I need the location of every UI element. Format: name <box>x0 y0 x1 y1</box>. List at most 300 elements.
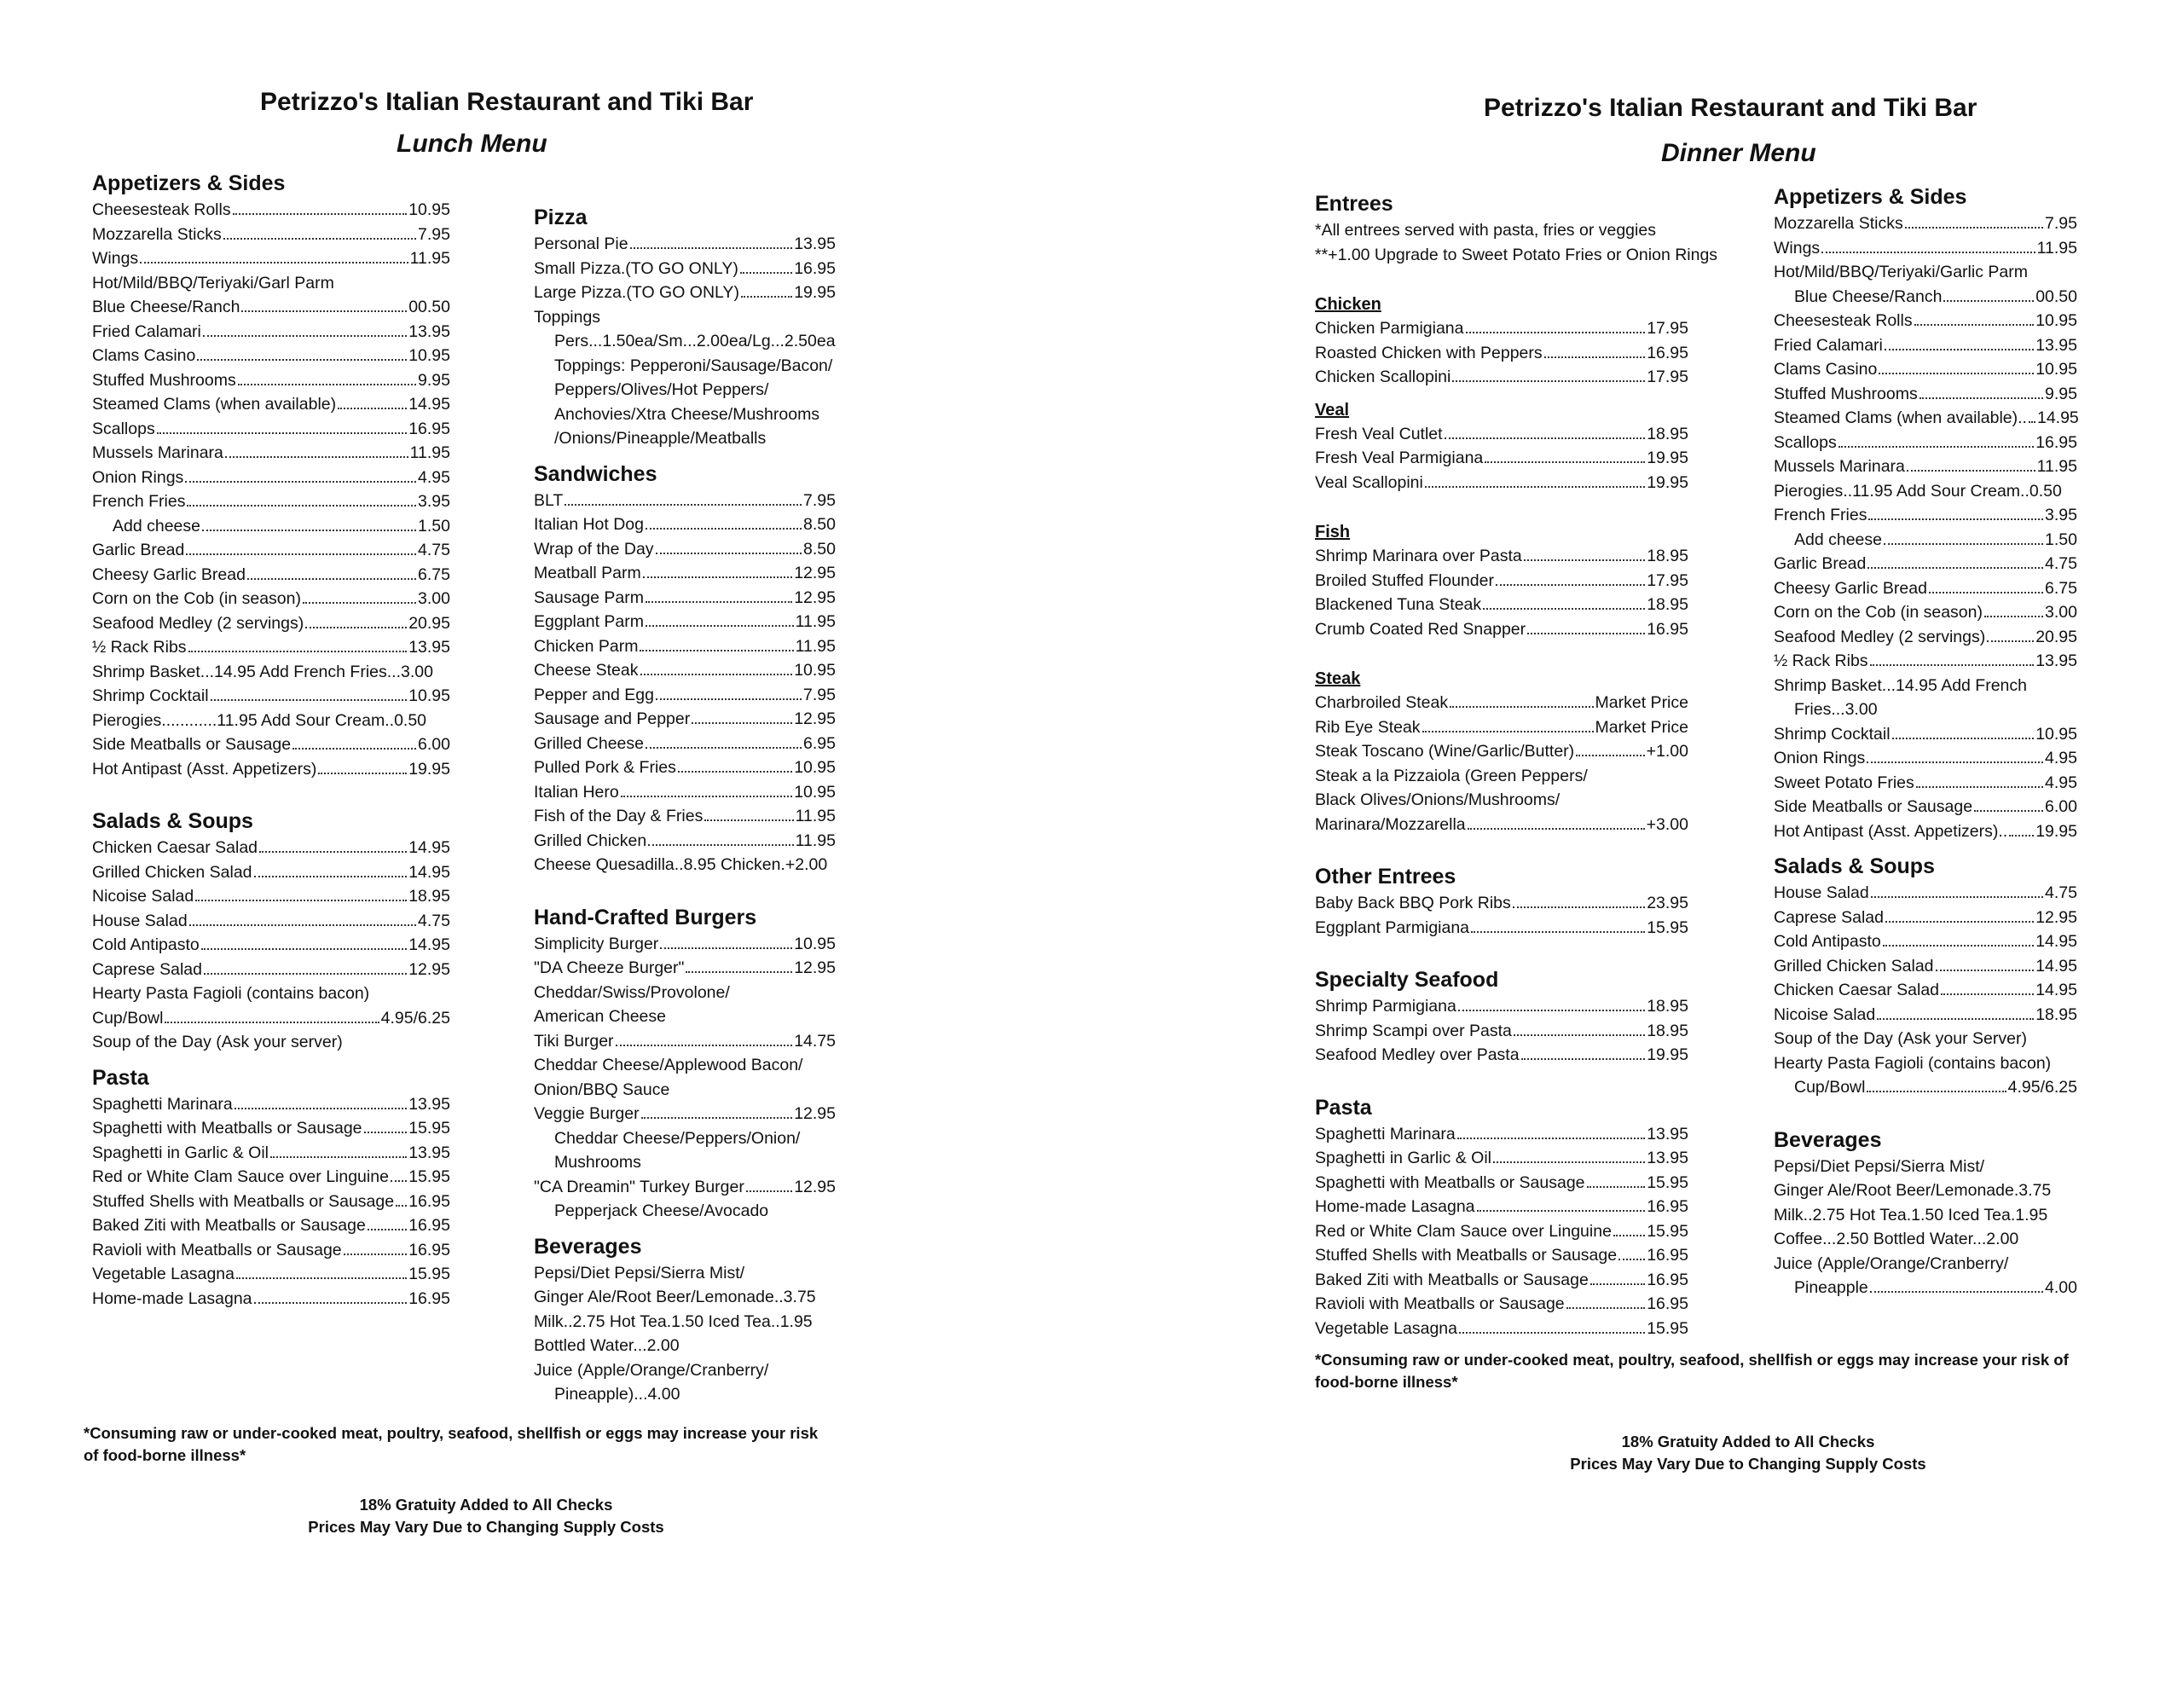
dot-leader <box>1892 738 2035 739</box>
dot-leader <box>1920 397 2043 399</box>
item-price: 10.95 <box>794 782 836 802</box>
item-name: Blue Cheese/Ranch <box>1794 287 1943 306</box>
item-price: 6.75 <box>2045 578 2077 598</box>
menu-item <box>1315 1122 1688 1147</box>
menu-item <box>534 756 836 780</box>
menu-item <box>1315 544 1688 569</box>
dot-leader <box>203 335 407 337</box>
dot-leader <box>643 576 792 578</box>
menu-item <box>92 320 450 344</box>
menu-item <box>534 1029 836 1054</box>
dot-leader <box>1459 1332 1645 1334</box>
item-price: 11.95 <box>2036 457 2077 476</box>
dot-leader <box>646 528 802 530</box>
menu-item <box>92 1238 450 1263</box>
dot-leader <box>204 973 407 975</box>
gratuity-note: 18% Gratuity Added to All Checks <box>359 1496 613 1514</box>
section-heading: Salads & Soups <box>1774 854 1935 878</box>
item-name: Seafood Medley over Pasta <box>1315 1045 1520 1064</box>
item-price: 18.95 <box>408 887 450 906</box>
item-price: 13.95 <box>2035 651 2077 670</box>
dot-leader <box>740 272 792 274</box>
menu-note: /Onions/Pineapple/Meatballs <box>554 429 767 448</box>
menu-item <box>1315 1243 1688 1268</box>
item-name: Wrap of the Day <box>534 539 654 559</box>
menu-item <box>534 232 836 257</box>
item-price: 14.95 <box>2035 932 2077 951</box>
item-price: 19.95 <box>1647 1045 1688 1064</box>
item-name: Stuffed Shells with Meatballs or Sausage <box>1315 1246 1618 1265</box>
item-price: 7.95 <box>803 685 836 704</box>
menu-note: Pierogies..11.95 Add Sour Cream..0.50 <box>1774 481 2062 501</box>
menu-note: Onion/BBQ Sauce <box>534 1080 670 1099</box>
item-name: Steak Toscano (Wine/Garlic/Butter) <box>1315 742 1575 761</box>
item-name: Stuffed Mushrooms <box>1774 384 1918 403</box>
item-price: 11.95 <box>795 612 836 631</box>
item-name: Baby Back BBQ Pork Ribs <box>1315 894 1511 912</box>
menu-item <box>92 417 450 442</box>
item-name: Cold Antipasto <box>1774 932 1881 951</box>
item-name: Rib Eye Steak <box>1315 717 1421 737</box>
item-price: 14.95 <box>2036 408 2079 427</box>
menu-note: Milk..2.75 Hot Tea.1.50 Iced Tea.1.95 <box>1774 1205 2048 1225</box>
item-price: 11.95 <box>795 636 836 656</box>
item-price: 17.95 <box>1647 570 1688 590</box>
item-price: 17.95 <box>1647 368 1688 386</box>
prices-note: Prices May Vary Due to Changing Supply Costs <box>1570 1455 1926 1473</box>
item-name: ½ Rack Ribs <box>1774 651 1868 670</box>
item-price: 8.50 <box>803 539 836 559</box>
dot-leader <box>1590 1283 1645 1285</box>
menu-item <box>534 658 836 683</box>
dot-leader <box>1513 906 1645 908</box>
item-price: 1.50 <box>418 516 450 536</box>
menu-item <box>1774 309 2077 333</box>
item-name: Seafood Medley (2 servings) <box>92 613 304 633</box>
dot-leader <box>254 1302 408 1304</box>
item-name: Hot Antipast (Asst. Appetizers).. <box>1774 821 2008 841</box>
menu-item <box>534 829 836 854</box>
menu-item <box>92 466 450 490</box>
item-price: 19.95 <box>794 283 836 302</box>
menu-item <box>1774 722 2077 747</box>
spacer <box>1315 267 1688 284</box>
dot-leader <box>259 851 407 853</box>
item-price: 10.95 <box>794 661 836 680</box>
dot-leader <box>1929 592 2043 593</box>
item-price: 10.95 <box>2035 360 2077 379</box>
item-name: House Salad <box>1774 883 1869 902</box>
item-price: Market Price <box>1595 693 1688 712</box>
dot-leader <box>741 296 792 298</box>
item-price: 18.95 <box>1647 547 1688 565</box>
menu-item <box>1774 795 2077 819</box>
dot-leader <box>157 432 407 434</box>
dot-leader <box>303 602 416 604</box>
dot-leader <box>1884 543 2043 545</box>
item-name: Simplicity Burger <box>534 934 659 953</box>
item-name: Fresh Veal Cutlet <box>1315 424 1443 443</box>
item-name: Baked Ziti with Meatballs or Sausage <box>1315 1270 1589 1289</box>
dot-leader <box>660 947 792 949</box>
menu-item <box>534 780 836 805</box>
menu-note: Bottled Water...2.00 <box>534 1336 680 1355</box>
item-name: Stuffed Shells with Meatballs or Sausage <box>92 1191 395 1211</box>
dot-leader <box>1485 461 1645 463</box>
item-name: Scallops <box>1774 432 1837 452</box>
section-heading: Salads & Soups <box>92 809 253 833</box>
item-name: Grilled Chicken <box>534 831 647 850</box>
menu-item <box>1315 446 1688 471</box>
menu-item <box>1774 1075 2077 1100</box>
menu-item <box>1774 600 2077 625</box>
dot-leader <box>1450 706 1593 708</box>
dot-leader <box>656 698 802 700</box>
gratuity-note: 18% Gratuity Added to All Checks <box>1621 1433 1875 1450</box>
dot-leader <box>238 384 416 385</box>
menu-note: Steak a la Pizzaiola (Green Peppers/ <box>1315 766 1588 785</box>
item-price: 3.00 <box>2045 603 2077 622</box>
section-heading: Hand-Crafted Burgers <box>534 905 757 929</box>
item-price: 10.95 <box>2035 724 2077 744</box>
menu-item <box>92 635 450 660</box>
menu-item <box>534 489 836 513</box>
item-price: 16.95 <box>1647 619 1688 639</box>
item-name: Add cheese <box>1794 530 1882 549</box>
item-name: Wings <box>1774 238 1821 258</box>
item-price: Market Price <box>1595 717 1688 737</box>
menu-item <box>92 563 450 588</box>
item-price: 16.95 <box>408 1240 450 1259</box>
spacer <box>92 781 450 798</box>
item-price: 19.95 <box>1647 472 1688 492</box>
item-price: 16.95 <box>408 419 450 438</box>
dot-leader <box>1905 227 2043 229</box>
item-price: 4.00 <box>2045 1278 2077 1297</box>
menu-note: Pepsi/Diet Pepsi/Sierra Mist/ <box>534 1263 745 1282</box>
item-name: Tiki Burger <box>534 1031 614 1051</box>
menu-item <box>1774 906 2077 930</box>
menu-note: Pepperjack Cheese/Avocado <box>554 1201 769 1220</box>
item-price: 16.95 <box>1647 1294 1688 1313</box>
lunch-column-2 <box>534 203 836 1407</box>
item-name: Red or White Clam Sauce over Linguine <box>1315 1221 1612 1241</box>
menu-item <box>1315 1195 1688 1219</box>
menu-item <box>1315 617 1688 642</box>
menu-item <box>534 281 836 305</box>
item-name: Steamed Clams (when available).. <box>1774 408 2027 427</box>
item-price: 13.95 <box>408 321 450 341</box>
item-price: 20.95 <box>2035 627 2077 646</box>
item-name: Clams Casino <box>92 346 196 365</box>
item-name: Baked Ziti with Meatballs or Sausage <box>92 1216 366 1235</box>
menu-item <box>92 514 450 539</box>
menu-item <box>92 909 450 934</box>
item-name: Cheesesteak Rolls <box>1774 311 1913 330</box>
item-name: Home-made Lasagna <box>92 1288 252 1308</box>
dot-leader <box>1544 356 1646 358</box>
item-name: Sausage and Pepper <box>534 709 691 728</box>
item-price: 14.95 <box>2035 981 2077 999</box>
menu-note: Juice (Apple/Orange/Cranberry/ <box>1774 1253 2009 1273</box>
menu-subtitle: Dinner Menu <box>1661 139 1816 167</box>
section-heading: Pizza <box>534 206 588 229</box>
menu-item <box>92 684 450 709</box>
dot-leader <box>1452 380 1645 382</box>
menu-note: Hearty Pasta Fagioli (contains bacon) <box>1774 1053 2052 1073</box>
dot-leader <box>1613 1235 1645 1236</box>
dot-leader <box>1527 633 1645 634</box>
item-price: 16.95 <box>1647 1270 1688 1289</box>
menu-item <box>1315 1171 1688 1196</box>
item-name: Cheesy Garlic Bread <box>1774 578 1927 598</box>
menu-item <box>92 860 450 885</box>
item-price: 18.95 <box>1647 1021 1688 1040</box>
menu-item <box>1315 1292 1688 1317</box>
item-name: Cup/Bowl <box>92 1008 164 1028</box>
menu-item <box>1315 891 1688 916</box>
dot-leader <box>1514 1034 1645 1036</box>
item-name: Personal Pie <box>534 234 628 253</box>
section-heading: Beverages <box>534 1234 642 1259</box>
dot-leader <box>344 1253 408 1255</box>
dot-leader <box>187 505 416 507</box>
item-name: Fried Calamari <box>1774 335 1883 355</box>
dinner-column-2 <box>1774 182 2077 1300</box>
item-name: Onion Rings <box>1774 749 1866 767</box>
section-heading: Appetizers & Sides <box>1774 185 1967 209</box>
menu-item <box>1315 1043 1688 1068</box>
item-name: Stuffed Mushrooms <box>92 370 236 390</box>
item-name: Grilled Chicken Salad <box>92 862 252 882</box>
menu-item <box>92 836 450 860</box>
menu-note: Shrimp Basket...14.95 Add French Fries...3.00 <box>92 662 433 681</box>
dot-leader <box>1974 810 2043 812</box>
menu-item <box>534 257 836 281</box>
menu-note: Toppings <box>534 307 601 327</box>
item-name: Charbroiled Steak <box>1315 693 1449 712</box>
item-name: Spaghetti with Meatballs or Sausage <box>92 1119 362 1138</box>
dot-leader <box>1483 608 1645 610</box>
dot-leader <box>2029 421 2035 423</box>
dot-leader <box>1916 786 2043 788</box>
item-name: Chicken Caesar Salad <box>92 838 258 857</box>
dot-leader <box>646 625 794 627</box>
menu-item <box>1315 569 1688 593</box>
dot-leader <box>1936 970 2035 971</box>
item-price: 10.95 <box>408 200 450 219</box>
item-name: Spaghetti Marinara <box>1315 1124 1456 1143</box>
menu-item <box>92 538 450 563</box>
dot-leader <box>1879 373 2034 374</box>
dot-leader <box>1870 1291 2043 1293</box>
item-name: Garlic Bread <box>1774 554 1867 573</box>
item-name: Scallops <box>92 419 155 438</box>
item-name: Mozzarella Sticks <box>1774 214 1903 233</box>
item-price: 14.95 <box>2035 956 2077 976</box>
item-name: Blackened Tuna Steak <box>1315 595 1482 614</box>
menu-item <box>1774 382 2077 407</box>
menu-item <box>1774 503 2077 528</box>
item-price: 10.95 <box>794 934 836 953</box>
menu-item <box>534 707 836 732</box>
menu-note: Toppings: Pepperoni/Sausage/Bacon/ <box>554 356 833 375</box>
item-price: 4.75 <box>418 911 450 930</box>
item-price: 15.95 <box>408 1167 450 1186</box>
menu-note: Shrimp Basket...14.95 Add French <box>1774 675 2027 695</box>
item-price: 19.95 <box>2035 821 2077 841</box>
menu-item <box>1315 691 1688 715</box>
dot-leader <box>211 699 408 701</box>
item-price: +1.00 <box>1646 742 1688 761</box>
menu-note: Black Olives/Onions/Mushrooms/ <box>1315 790 1561 809</box>
menu-item <box>92 1287 450 1311</box>
menu-note: Milk..2.75 Hot Tea.1.50 Iced Tea..1.95 <box>534 1311 813 1331</box>
item-price: 00.50 <box>408 298 450 316</box>
menu-note: Pers...1.50ea/Sm...2.00ea/Lg...2.50ea <box>554 332 836 350</box>
item-name: Garlic Bread <box>92 541 185 559</box>
item-price: 18.95 <box>1647 997 1688 1016</box>
menu-item <box>1774 357 2077 382</box>
item-price: 11.95 <box>409 249 450 268</box>
section-heading: Other Entrees <box>1315 865 1456 889</box>
dot-leader <box>630 247 793 249</box>
menu-item <box>92 1165 450 1190</box>
dot-leader <box>1941 993 2034 995</box>
dot-leader <box>1422 731 1594 732</box>
item-name: Wings <box>92 249 139 268</box>
menu-item <box>92 246 450 271</box>
menu-item <box>1315 1146 1688 1171</box>
menu-item <box>92 1116 450 1141</box>
menu-note: **+1.00 Upgrade to Sweet Potato Fries or Onion Rings <box>1315 245 1718 264</box>
menu-item <box>1774 649 2077 674</box>
item-price: 10.95 <box>408 686 450 705</box>
restaurant-title: Petrizzo's Italian Restaurant and Tiki Bar <box>1484 94 1977 122</box>
item-price: 14.95 <box>408 862 450 882</box>
menu-item <box>1774 1003 2077 1028</box>
dot-leader <box>233 213 408 215</box>
menu-item <box>534 634 836 659</box>
item-name: Grilled Chicken Salad <box>1774 956 1934 976</box>
menu-item <box>92 392 450 417</box>
menu-item <box>1315 593 1688 617</box>
menu-item <box>534 537 836 562</box>
menu-note: Cheddar Cheese/Applewood Bacon/ <box>534 1056 803 1074</box>
dot-leader <box>1457 1138 1645 1139</box>
item-price: 17.95 <box>1647 319 1688 338</box>
health-warning: *Consuming raw or under-cooked meat, poultry, seafood, shellfish or eggs may increase your risk of food-borne illness* <box>1315 1351 2069 1391</box>
dot-leader <box>1871 896 2043 898</box>
menu-item <box>1315 341 1688 366</box>
item-name: Veggie Burger <box>534 1104 640 1123</box>
item-price: 20.95 <box>408 613 450 633</box>
dot-leader <box>1521 1058 1646 1060</box>
item-name: Marinara/Mozzarella <box>1315 814 1466 834</box>
lunch-column-1 <box>92 169 450 1311</box>
dot-leader <box>247 578 416 580</box>
item-name: Spaghetti in Garlic & Oil <box>1315 1149 1492 1167</box>
item-name: Veal Scallopini <box>1315 472 1423 492</box>
menu-item <box>534 956 836 981</box>
menu-note: Cheddar/Swiss/Provolone/ <box>534 982 730 1002</box>
dot-leader <box>318 773 407 774</box>
dot-leader <box>1868 518 2043 520</box>
menu-note: Anchovies/Xtra Cheese/Mushrooms <box>554 404 820 424</box>
item-name: Large Pizza.(TO GO ONLY) <box>534 283 739 302</box>
dot-leader <box>1885 921 2034 923</box>
item-name: Side Meatballs or Sausage <box>92 735 292 754</box>
menu-item <box>92 732 450 757</box>
item-price: 14.75 <box>794 1031 836 1051</box>
item-name: Corn on the Cob (in season) <box>92 589 301 608</box>
spacer <box>1315 940 1688 957</box>
dot-leader <box>305 627 407 628</box>
menu-note: Pepsi/Diet Pepsi/Sierra Mist/ <box>1774 1156 1985 1176</box>
menu-item <box>92 344 450 368</box>
menu-item <box>1315 1219 1688 1244</box>
item-price: 16.95 <box>2035 432 2077 452</box>
item-name: Sausage Parm <box>534 588 644 607</box>
menu-item <box>1774 576 2077 601</box>
menu-item <box>1774 211 2077 236</box>
dot-leader <box>1477 1210 1646 1212</box>
item-price: 10.95 <box>794 758 836 777</box>
menu-item <box>1315 715 1688 740</box>
section-heading: Beverages <box>1774 1127 1882 1152</box>
menu-item <box>1774 978 2077 1003</box>
dot-leader <box>1524 559 1645 561</box>
dot-leader <box>140 262 408 263</box>
dot-leader <box>225 456 408 458</box>
menu-item <box>1315 739 1688 764</box>
item-price: 15.95 <box>1647 1172 1688 1192</box>
menu-item <box>92 489 450 514</box>
subsection-heading: Veal <box>1315 400 1350 420</box>
item-name: Cheesy Garlic Bread <box>92 565 246 584</box>
dot-leader <box>1870 664 2035 666</box>
dot-leader <box>1914 324 2035 326</box>
item-price: 13.95 <box>408 1094 450 1114</box>
menu-note: Pineapple)...4.00 <box>554 1385 680 1404</box>
dot-leader <box>188 651 408 652</box>
item-name: Crumb Coated Red Snapper <box>1315 619 1526 639</box>
item-price: 4.75 <box>2045 883 2077 902</box>
menu-item <box>1315 916 1688 941</box>
menu-item <box>1315 1019 1688 1044</box>
dot-leader <box>704 819 793 821</box>
dot-leader <box>185 481 416 483</box>
item-name: Ravioli with Meatballs or Sausage <box>1315 1294 1565 1313</box>
item-name: Eggplant Parm <box>534 612 644 631</box>
dot-leader <box>1425 486 1645 488</box>
item-price: 6.95 <box>803 733 836 753</box>
item-price: 16.95 <box>1647 1197 1688 1216</box>
item-name: Caprese Salad <box>92 959 202 979</box>
dot-leader <box>1867 761 2043 763</box>
item-price: 7.95 <box>418 224 450 244</box>
menu-note: Ginger Ale/Root Beer/Lemonade..3.75 <box>534 1288 816 1306</box>
item-name: Spaghetti Marinara <box>92 1094 233 1114</box>
item-name: BLT <box>534 490 564 510</box>
item-price: 11.95 <box>409 443 450 462</box>
item-name: Cold Antipasto <box>92 935 200 954</box>
item-name: Italian Hot Dog <box>534 515 644 534</box>
item-price: +3.00 <box>1646 814 1688 834</box>
dot-leader <box>1907 470 2035 472</box>
item-name: Fried Calamari <box>92 321 201 341</box>
dot-leader <box>1576 755 1644 756</box>
